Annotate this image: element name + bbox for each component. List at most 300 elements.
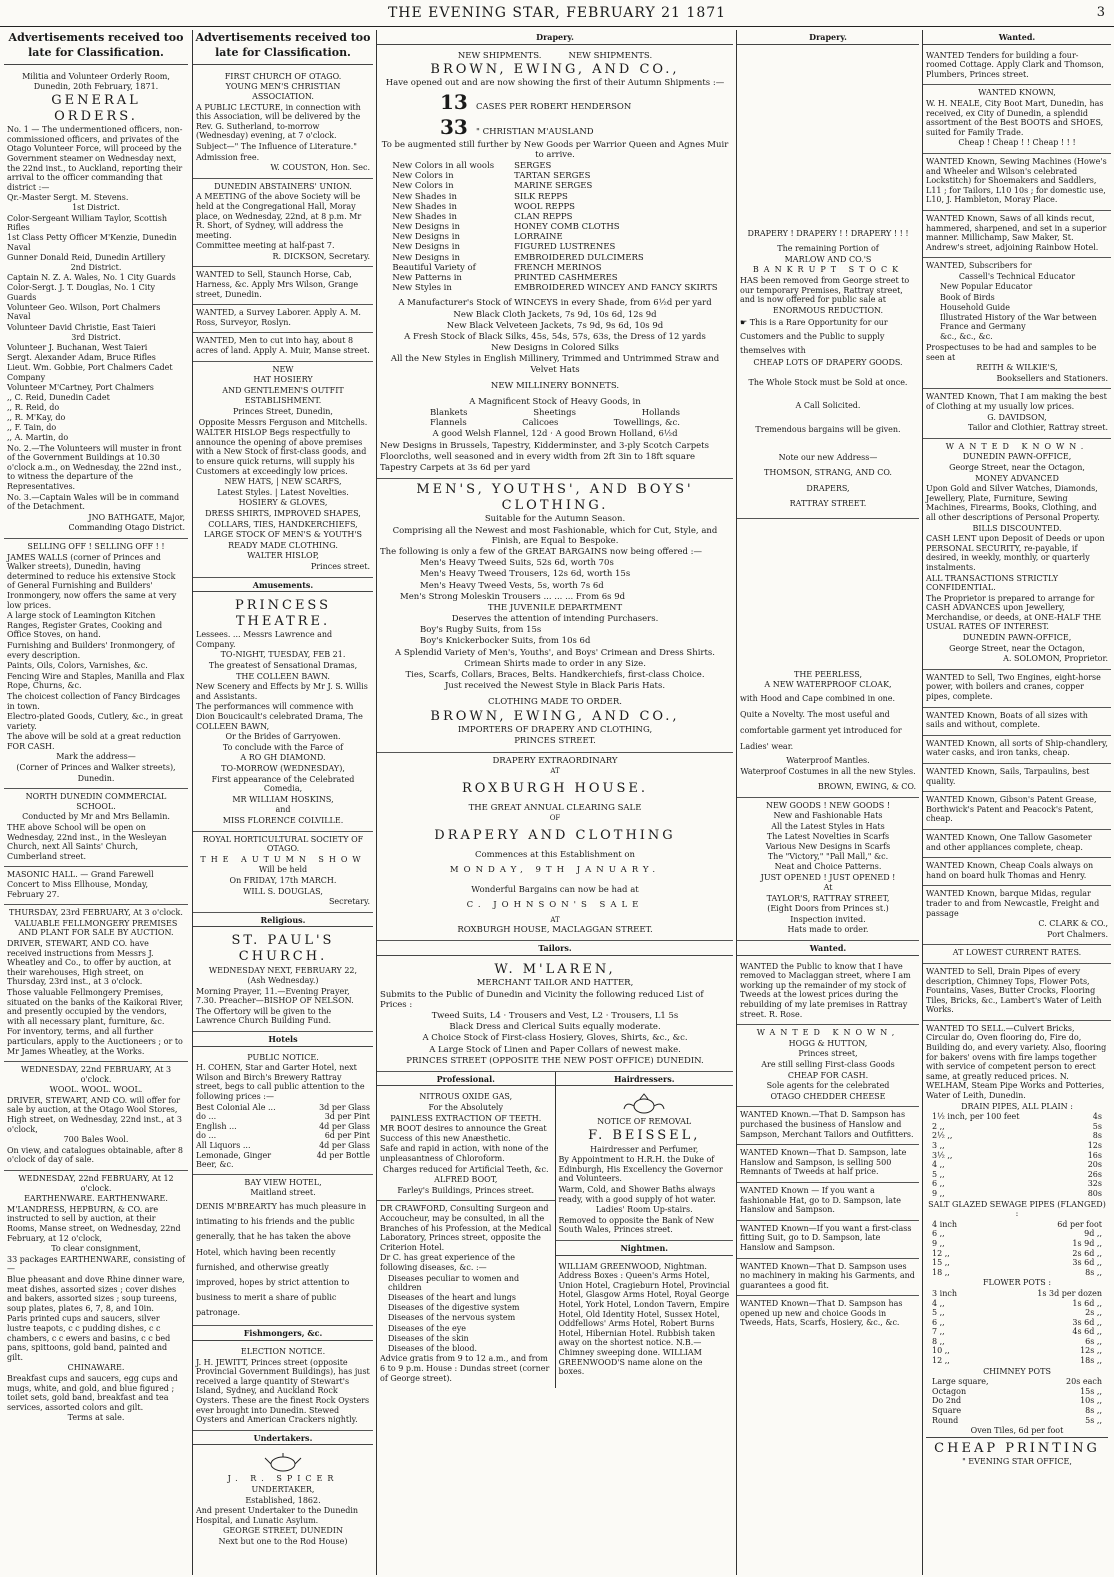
ad-line: A large stock of Leamington Kitchen Ranges, Register Grates, Cooking and Office Stoves, on hand. [7, 611, 163, 640]
wanted-laborer-ad [193, 305, 373, 333]
names-list [7, 193, 185, 442]
ad-signature: JNO BATHGATE, Major, [88, 512, 185, 522]
price-size: 4 ,, [932, 1298, 945, 1308]
price-size: 5 ,, [932, 1308, 945, 1318]
list-item: FIGURED LUSTRENES [514, 242, 616, 253]
ad-line: Opposite Messrs Ferguson and Mitchells. [198, 417, 368, 427]
ad-line: TO-NIGHT, TUESDAY, FEB 21. [220, 650, 346, 660]
ad-line: READY MADE CLOTHING. [228, 540, 338, 550]
price-value: 1s 3d per dozen [1037, 1288, 1102, 1298]
ad-signature: BROWN, EWING, & CO. [817, 782, 916, 792]
ad-signature: REITH & WILKIE'S, [976, 363, 1058, 373]
ad-title: AT LOWEST CURRENT RATES. [952, 948, 1082, 958]
list-item: Diseases peculiar to women and children [388, 1273, 520, 1293]
price-value: 4s 6d ,, [1072, 1327, 1102, 1337]
ad-line: Prospectuses to be had and samples to be seen at [926, 343, 1097, 362]
price-size: 1½ inch, per 100 feet [932, 1112, 1020, 1122]
ad-line: Next but one to the Rod House) [218, 1536, 348, 1546]
ad-line: DUNEDIN PAWN-OFFICE, [962, 633, 1072, 643]
ad-line: WEDNESDAY NEXT, FEBRUARY 22, [208, 965, 358, 975]
ad-line: A Splendid Variety of Men's, Youths', and Boys' Crimean and Dress Shirts. [395, 647, 715, 658]
ad-line: A RO GH DIAMOND. [240, 753, 326, 763]
ad-title: WANTED KNOWN, [978, 88, 1056, 98]
ad-title: SALT GLAZED SEWAGE PIPES (FLANGED) : [928, 1199, 1106, 1219]
ad-line: New Designs in Brussels, Tapestry, Kidderminster, and 3-ply Scotch Carpets [380, 440, 709, 451]
ad-title: THE JUVENILE DEPARTMENT [487, 602, 623, 613]
wanted-horse-ad [193, 267, 373, 305]
chimney-price-table [926, 1377, 1108, 1425]
ad-signature: WALTER HISLOP, [247, 551, 319, 561]
ad-line: (Corner of Princes and Walker streets), [16, 763, 176, 773]
price-size: Square [932, 1406, 962, 1416]
list-item: Diseases of the nervous system [388, 1313, 516, 1323]
list-item: Beautiful Variety of [392, 262, 476, 273]
ad-body: WANTED Known—That D. Sampson uses no machinery in making his Garments, and guarantees a good fit. [740, 1261, 915, 1290]
pawn-office-ad [923, 439, 1111, 670]
ad-line: BILLS DISCOUNTED. [972, 523, 1062, 533]
ad-signature: WILL S. DOUGLAS, [243, 886, 323, 896]
ad-body: W. H. NEALE, City Boot Mart, Dunedin, has received, ex City of Dunedin, a splendid assortment of the Best BOOTS and SHOES, suited for Family Trade. [926, 98, 1104, 137]
list-item: Household Guide [940, 302, 1010, 312]
list-item: ,, F. Tain, do [7, 422, 57, 432]
diseases-list [380, 1274, 552, 1354]
list-item: Book of Birds [940, 292, 995, 302]
ad-line [380, 51, 730, 61]
list-item: Lieut. Wm. Gobbie, Port Chalmers Cadet Company [7, 362, 173, 382]
ad-line: Cheap ! Cheap ! ! Cheap ! ! ! [958, 138, 1076, 148]
ad-line: Booksellers and Stationers. [996, 373, 1108, 383]
colors-list [380, 161, 730, 293]
ad-line: Furnishing and Builders' Ironmongery, of every description. [7, 640, 175, 660]
shipment-count: 13 [440, 89, 468, 114]
drain-pipes-ad [923, 964, 1111, 1021]
price-row [926, 1229, 1108, 1239]
list-item: ,, A. Martin, do [7, 433, 69, 443]
price-row [926, 1141, 1108, 1151]
ad-body: No. 2.—The Volunteers will muster in front of the Government Buildings at 10.30 o'clock a.m., on Wednesday, the 22nd inst., to witness the departure of the Representatives. [7, 443, 182, 492]
ad-line: ROXBURGH HOUSE, MACLAGGAN STREET. [457, 925, 653, 936]
hairdressers-col [556, 1072, 734, 1388]
ad-line: Have opened out and are now showing the first of their Autumn Shipments :— [385, 78, 725, 89]
ad-line: Deserves the attention of intending Purchasers. [451, 614, 659, 625]
price-value: 4d per Bottle [316, 1150, 370, 1160]
list-item: Diseases of the blood. [388, 1343, 478, 1353]
ad-body: ☛ This is a Rare Opportunity for our Customers and the Public to supply themselves with [740, 318, 888, 355]
list-item: PRINTED CASHMERES [514, 273, 618, 283]
ad-line: ESTABLISHMENT. [244, 396, 322, 406]
ad-line: Are still selling First-class Goods [761, 1060, 895, 1069]
price-value: 8s ,, [1085, 1267, 1102, 1277]
price-value: 1s 9d ,, [1072, 1238, 1102, 1248]
ad-line: HOSIERY & GLOVES, [238, 498, 328, 508]
list-item: 1st District. [72, 203, 120, 213]
shipment-text: " CHRISTIAN M'AUSLAND [475, 126, 594, 137]
ad-body: WANTED, Subscribers for [926, 261, 1032, 271]
price-size: 9 ,, [932, 1238, 945, 1248]
school-ad [4, 789, 188, 867]
ad-line: Lessees. ... Messrs Lawrence and Company. [196, 630, 333, 649]
list-item: New Designs in [392, 232, 460, 243]
ad-body: H. COHEN, Star and Garter Hotel, next Wilson and Birch's Brewery Rattray street, begs to call public attention to the following prices :— [196, 1063, 365, 1102]
ad-line: NEW SHIPMENTS. [457, 50, 542, 61]
sampson-ad-1 [737, 1107, 919, 1145]
ad-line: AT [550, 915, 560, 924]
price-value: 2s ,, [1085, 1308, 1102, 1318]
ad-line: Men's Heavy Tweed Vests, 5s, worth 7s 6d [420, 580, 604, 591]
list-item: Volunteer M'Cartney, Port Chalmers [7, 382, 154, 392]
price-value: 3d per Pint [324, 1112, 370, 1122]
crest-icon [263, 1452, 303, 1472]
price-value: 18s ,, [1080, 1356, 1102, 1366]
ad-line: To conclude with the Farce of [222, 742, 344, 752]
list-item: New Colors in [392, 171, 454, 182]
ad-title: CHEAP PRINTING [926, 1437, 1108, 1457]
sails-ad [923, 764, 1111, 792]
list-item: Volunteer J. Buchanan, West Taieri [7, 342, 148, 352]
price-value: 4d per Glass [319, 1121, 370, 1131]
ad-line: Established, 1862. [245, 1495, 321, 1505]
ad-line: MERCHANT TAILOR AND HATTER, [476, 978, 634, 989]
ad-body: JAMES WALLS (corner of Princes and Walker streets), Dunedin, having determined to reduce his extensive Stock of General Furnishing and Builders' Ironmongery, now offers the same at very low prices. [7, 552, 177, 610]
ad-line: PRINCES STREET. [514, 736, 596, 747]
ad-line: FIRST CHURCH OF OTAGO. [224, 71, 342, 81]
earthenware-ad [4, 1171, 188, 1428]
list-item: Diseases of the heart and lungs [388, 1293, 516, 1303]
ad-line: ENORMOUS REDUCTION. [772, 305, 884, 315]
ad-body: WANTED Known—That D. Sampson has opened up new and choice Goods in Tweeds, Hats, Scarfs, Hosiery, &c., &c. [740, 1299, 903, 1328]
ad-title: BAY VIEW HOTEL, [244, 1177, 322, 1187]
ad-line: UNDERTAKER, [251, 1485, 315, 1494]
ad-line: A Magnificent Stock of Heavy Goods, in [469, 396, 641, 407]
ad-line: Charges reduced for Artificial Teeth, &c. [382, 1164, 549, 1174]
ad-title: CHINAWARE. [67, 1363, 125, 1373]
ad-line: THE AUTUMN SHOW [200, 854, 366, 864]
ad-title: FLOWER POTS : [982, 1278, 1052, 1288]
ad-line: DUNEDIN PAWN-OFFICE, [962, 452, 1072, 462]
ad-line: TAYLOR'S, RATTRAY STREET, [766, 893, 890, 903]
price-size: 12 ,, [932, 1248, 950, 1258]
price-value: 12s ,, [1080, 1346, 1102, 1356]
list-item: Volunteer David Christie, East Taieri [7, 322, 156, 332]
ad-title: PUBLIC NOTICE. [247, 1052, 319, 1062]
hogg-hutton-ad [737, 1025, 919, 1107]
ad-body: WANTED to Sell, Two Engines, eight-horse power, with boilers and cranes, copper pipes, complete. [926, 672, 1101, 702]
section-heading-undertakers: Undertakers. [193, 1433, 373, 1446]
ad-line: Black Dress and Clerical Suits equally moderate. [449, 1022, 661, 1033]
ad-title: DUNEDIN ABSTAINERS' UNION. [214, 181, 352, 191]
price-row [926, 1122, 1108, 1132]
ad-line: Comprising all the Newest and most Fashionable, which for Cut, Style, and Finish, are Equal to Bespoke. [392, 525, 718, 546]
ad-line: For the Absolutely [428, 1103, 503, 1113]
ad-line: DRESS SHIRTS, IMPROVED SHAPES, [205, 508, 361, 518]
ad-line: MONEY ADVANCED [975, 473, 1059, 483]
sampson-ad-2 [737, 1145, 919, 1183]
price-item: Lemonade, Ginger Beer, &c. [196, 1150, 272, 1170]
barque-ad [923, 886, 1111, 945]
flower-price-table [926, 1289, 1108, 1366]
ad-body: WANTED the Public to know that I have removed to Maclaggan street, where I am working up the remainder of my stock of Tweeds at the lowest prices during the rebuilding of my late premises in Rattray street. R. Rose. [740, 961, 911, 1019]
ad-line: CHEAP FOR CASH. [787, 1070, 869, 1080]
ad-line: Men's Heavy Tweed Trousers, 12s 6d, worth 15s [420, 569, 631, 580]
ad-line: Suitable for the Autumn Season. [484, 514, 626, 525]
ad-line: RATTRAY STREET. [789, 499, 867, 509]
ad-body: The Proprietor is prepared to arrange for CASH ADVANCES upon Jewellery, Merchandise, or deeds, at ONE-HALF THE USUAL RATES OF INTEREST. [926, 593, 1102, 632]
price-value: 4s [1092, 1112, 1102, 1122]
ad-line: Princes Street, Dunedin, [233, 407, 333, 416]
ad-line: The greatest of Sensational Dramas, [208, 661, 358, 671]
spicer-ad [193, 1448, 373, 1551]
peerless-ad [737, 519, 919, 798]
ad-line: New Black Velveteen Jackets, 7s 9d, 9s 6d, 10s 9d [446, 320, 664, 331]
ad-title: NORTH DUNEDIN COMMERCIAL SCHOOL. [25, 792, 167, 811]
sampson-ad-3 [737, 1183, 919, 1221]
section-heading-drapery: Drapery. [737, 32, 919, 45]
price-row [926, 1131, 1108, 1141]
ad-line: and [275, 805, 291, 815]
column-5 [922, 30, 1111, 1575]
masonic-ad [4, 867, 188, 905]
ad-line: New Scenery and Effects by Mr J. S. Willis and Assistants. [196, 682, 368, 701]
goods-item: Hollands [641, 408, 680, 419]
theatre-ad [193, 595, 373, 831]
list-item: FRENCH MERINOS [514, 262, 602, 273]
price-row [196, 1151, 370, 1170]
list-item: ,, R. Reid, do [7, 402, 60, 412]
ad-line: To clear consignment, [51, 1244, 141, 1254]
ad-title: NEW GOODS ! NEW GOODS ! [765, 800, 891, 810]
clothing-ad [377, 479, 733, 752]
goods-row [380, 408, 730, 418]
price-row [926, 1387, 1108, 1397]
ad-line: Ties, Scarfs, Collars, Braces, Belts. Handkerchiefs, first-class Choice. [405, 670, 705, 680]
cassell-ad [923, 258, 1111, 389]
list-item: TARTAN SERGES [514, 171, 591, 182]
list-item: New Shades in [392, 191, 457, 202]
section-heading-religious: Religious. [193, 915, 373, 928]
ad-line: Tremendous bargains will be given. [755, 424, 901, 434]
ad-line: Dr C. has great experience of the following diseases, &c. :— [380, 1253, 516, 1272]
list-item: New Shades in [392, 211, 457, 222]
selling-off-ad [4, 539, 188, 789]
fellmongery-ad [4, 905, 188, 1062]
price-value: 26s [1087, 1169, 1102, 1179]
list-item: Neat and Choice Patterns. [774, 861, 882, 871]
list-item: ,, R. M'Kay, do [7, 412, 66, 422]
ad-body: WANTED, Men to cut into hay, about 8 acres of land. Apply A. Muir, Manse street. [196, 336, 370, 356]
mlaren-ad [377, 959, 733, 1072]
ad-body: No. 1 — The undermentioned officers, non-commissioned officers, and privates of the Otago Volunteer Force, will proceed by the Government steamer on Wednesday next, the 22nd inst., to Auckland, reporting their arrival to the officer commanding that district :— [7, 125, 183, 192]
list-item: ,, C. Reid, Dunedin Cadet [7, 392, 110, 402]
price-row [926, 1220, 1108, 1230]
ad-line: Or the Brides of Garryowen. [225, 732, 341, 742]
ad-line: Admission free. [196, 152, 260, 162]
ad-body: WANTED Known, all sorts of Ship-chandlery, water casks, and iron tanks, cheap. [926, 738, 1108, 758]
ad-title: YOUNG MEN'S CHRISTIAN ASSOCIATION. [225, 82, 341, 101]
ad-line: Dunedin, 20th February, 1871. [33, 82, 159, 92]
ad-line: PRINCES STREET (OPPOSITE THE NEW POST OFFICE) DUNEDIN. [406, 1055, 704, 1066]
ad-title: ELECTION NOTICE. [240, 1347, 326, 1357]
price-row [926, 1318, 1108, 1328]
ad-line: OTAGO CHEDDER CHEESE [770, 1091, 886, 1101]
ad-line: The Offertory will be given to the Lawrence Church Building Fund. [196, 1006, 332, 1026]
list-item: 3rd District. [71, 332, 121, 342]
ad-body: WANTED to Sell, Drain Pipes of every description, Chimney Tops, Flower Pots, Fountains, Vases, Butter Crocks, Flooring Tiles, Bricks, &c., Lambert's Water of Leith Works. [926, 966, 1102, 1015]
column-header: Advertisements received too late for Classification. [193, 30, 373, 65]
ad-signature: C. CLARK & CO., [1038, 919, 1108, 929]
column-header: Advertisements received too late for Classification. [4, 30, 188, 65]
price-value: 80s [1087, 1188, 1102, 1198]
price-value: 15s ,, [1080, 1386, 1102, 1396]
list-item: Various New Designs in Scarfs [765, 841, 891, 851]
column-1 [4, 30, 188, 1575]
horticultural-ad [193, 832, 373, 913]
price-size: 15 ,, [932, 1258, 950, 1268]
ad-line: LARGE STOCK OF MEN'S & YOUTH'S [203, 530, 363, 540]
ad-body: with Hood and Cape combined in one. Quite a Novelty. The most useful and comfortable garment yet introduced for Ladies' wear. [740, 694, 902, 752]
ad-body: WANTED Known — If you want a fashionable Hat, go to D. Sampson, late Hanslow and Sampson. [740, 1185, 901, 1215]
list-item: New Colors in all wools [392, 160, 495, 171]
ad-body: M'LANDRESS, HEPBURN, & CO. are instructed to sell by auction, at their Rooms, Manse street, on Wednesday, 22nd February, at 12 o'clock, [7, 1204, 181, 1243]
list-item: LORRAINE [514, 232, 563, 243]
ad-line: Hats made to order. [787, 925, 869, 935]
list-item: Qr.-Master Sergt. M. Stevens. [7, 193, 129, 203]
ad-line: First appearance of the Celebrated Comedia, [211, 774, 355, 794]
ad-title: ST. PAUL'S CHURCH. [231, 933, 335, 964]
ad-body: DRIVER, STEWART, AND CO. will offer for sale by auction, at the Otago Wool Stores, High street, on Wednesday, 22nd inst., at 3 o'clock, [7, 1095, 182, 1134]
price-row [196, 1141, 370, 1151]
list-item: 2nd District. [70, 262, 122, 272]
ad-date: WEDNESDAY, 22nd FEBRUARY, At 12 o'clock. [18, 1174, 174, 1193]
ad-line: Princes street, [798, 1049, 858, 1059]
price-size: Do 2nd [932, 1396, 962, 1406]
ad-line: THE COLLEEN BAWN. [236, 671, 330, 681]
ad-line: Dunedin. [77, 773, 115, 783]
price-size: 2½ ,, [932, 1131, 953, 1141]
ad-title: MEN'S, YOUTHS', AND BOYS' CLOTHING. [416, 482, 694, 513]
ad-body: DRIVER, STEWART, AND CO. have received instructions from Messrs J. Wheatley and Co., to offer by auction, at their warehouses, High street, on Thursday, 23rd inst., at 3 o'clock. [7, 938, 172, 987]
price-value: 6d per foot [1057, 1219, 1102, 1229]
price-value: 9d ,, [1084, 1229, 1102, 1239]
ad-line: Latest Styles. | Latest Novelties. [217, 487, 349, 497]
ad-line: JUST OPENED ! JUST OPENED ! [760, 872, 896, 882]
new-goods-list [740, 811, 916, 871]
price-value: 5s ,, [1085, 1415, 1102, 1425]
price-value: 6s ,, [1085, 1336, 1102, 1346]
ad-line: Tailor and Clothier, Rattray street. [968, 423, 1108, 433]
price-item: English ... [196, 1121, 237, 1131]
ad-line: Sole agents for the celebrated [766, 1081, 890, 1091]
ad-line: The choicest collection of Fancy Birdcages in town. [7, 691, 181, 711]
ad-line: Inspection invited. [790, 914, 866, 924]
price-size: 3½ ,, [932, 1150, 953, 1160]
ad-title: DRAPERY ! DRAPERY ! ! DRAPERY ! ! ! [747, 228, 909, 238]
neale-ad [923, 85, 1111, 154]
ad-line: Committee meeting at half-past 7. [196, 241, 335, 251]
ad-line: Tweed Suits, L4 · Trousers and Vest, L2 · Trousers, L1 5s [431, 1010, 679, 1021]
current-rates-ad [923, 945, 1111, 964]
ad-line: MR WILLIAM HOSKINS, [232, 794, 334, 804]
list-item: Gunner Donald Reid, Dunedin Artillery [7, 252, 166, 262]
price-value: 8s [1092, 1131, 1102, 1141]
ad-line: Port Chalmers. [1047, 929, 1108, 939]
section-heading-tailors: Tailors. [377, 943, 733, 956]
ad-body: WANTED to Sell, Staunch Horse, Cab, Harness, &c. Apply Mrs Wilson, Grange street, Dunedin. [196, 270, 359, 299]
general-orders-ad [4, 69, 188, 539]
list-item: All the Latest Styles in Hats [771, 821, 885, 831]
ad-title: ROYAL HORTICULTURAL SOCIETY OF OTAGO. [202, 834, 364, 854]
ad-body: WANTED Known, Boats of all sizes with sails and without, complete. [926, 710, 1088, 730]
ad-line: Terms at sale. [67, 1413, 125, 1423]
ad-body: Paris printed cups and saucers, silver lustre teapots, c c pudding dishes, c c chambers, c c ewers and basins, c c bed pans, spittoons, gold band, painted and gilt. [7, 1314, 171, 1362]
list-item: The Latest Novelties in Scarfs [766, 831, 890, 841]
section-heading-wanted: Wanted. [737, 943, 919, 956]
list-item: New Designs in [392, 242, 460, 253]
list-item: Captain N. Z. A. Wales, No. 1 City Guards [7, 273, 176, 283]
list-item: 1st Class Petty Officer M'Kenzie, Dunedin Naval [7, 233, 177, 252]
price-row [926, 1239, 1108, 1249]
price-size: 18 ,, [932, 1267, 950, 1277]
ad-line: AND GENTLEMEN'S OUTFIT [222, 385, 344, 395]
ad-line: A Call Solicited. [795, 401, 861, 411]
ad-body: WANTED, a Survey Laborer. Apply A. M. Ross, Surveyor, Roslyn. [196, 308, 361, 327]
ad-body: WANTED Known, Gibson's Patent Grease, Borthwick's Patent and Peacock's Patent, cheap. [926, 795, 1097, 824]
ad-line: All the New Styles in English Millinery, Trimmed and Untrimmed Straw and Velvet Hats [390, 354, 720, 375]
ad-title: W. M'LAREN, [494, 961, 616, 977]
masthead-title: THE EVENING STAR, FEBRUARY 21 1871 [387, 5, 727, 21]
list-item: Diseases of the digestive system [388, 1303, 520, 1313]
ad-line: Wonderful Bargains can now be had at [471, 885, 639, 896]
ad-body: No. 3.—Captain Wales will be in command of the Detachment. [7, 492, 180, 512]
goods-item: Calicoes [522, 418, 559, 429]
wanted-tenders-ad [923, 48, 1111, 86]
ad-line: COLLARS, TIES, HANDKERCHIEFS, [208, 519, 358, 529]
ad-line: Floorcloths, well seasoned and in every width from 2ft 3in to 18ft square [380, 451, 696, 462]
ad-line: F. BEISSEL, [588, 1128, 701, 1144]
column-4 [736, 30, 919, 1575]
masthead [0, 0, 1114, 27]
ad-body: WANTED TO SELL.—Culvert Bricks, Circular do, Oven flooring do, Fire do, Building do, and every variety. Also, flooring for bakers' ovens with fire lamps together with service of competent person to erect same, at greatly reduced prices. N. WELHAM, Steam Pipe Works and Potteries, Water of Leith, Dunedin. [926, 1023, 1107, 1101]
shipment-count: 33 [440, 114, 468, 139]
section-heading-nightmen: Nightmen. [556, 1243, 734, 1256]
ad-signature: W. COUSTON, Hon. Sec. [270, 163, 370, 173]
ad-title: GENERAL ORDERS. [51, 92, 141, 124]
list-item: New Shades in [392, 201, 457, 212]
price-size: 4 ,, [932, 1160, 945, 1170]
ad-body: WANTED Known, Cheap Coals always on hand on board hulk Thomas and Henry. [926, 861, 1094, 880]
ad-line: George Street, near the Octagon, [949, 643, 1085, 653]
ad-line: Princes street. [310, 561, 370, 571]
ad-line: Hairdresser and Perfumer, [590, 1144, 699, 1154]
ad-body: WANTED Tenders for building a four-roomed Cottage. Apply Clark and Thomson, Plumbers, Princes street. [926, 50, 1104, 79]
ad-title: WANTED KNOWN, [756, 1028, 900, 1038]
ad-body: MASONIC HALL. — Grand Farewell Concert to Miss Ellhouse, Monday, February 27. [7, 870, 154, 899]
list-item: New and Fashionable Hats [773, 811, 883, 821]
price-value: 3d per Glass [319, 1102, 370, 1112]
price-row [926, 1189, 1108, 1199]
ship-chandlery-ad [923, 736, 1111, 764]
ad-body: Breakfast cups and saucers, egg cups and mugs, white, and gold, and blue figured ; toilet sets, gold band, breakfast and tea services, assorted colors and gilt. [7, 1373, 178, 1412]
list-item: New Popular Educator [940, 282, 1033, 292]
ad-body: WALTER HISLOP Begs respectfully to announce the opening of above premises with a New Stock of first-class goods, and to ensure quick returns, will supply his Customers at exceedingly low prices. [196, 428, 367, 476]
books-list [926, 282, 1108, 342]
ad-signature: G. DAVIDSON, [987, 412, 1047, 422]
price-item: do ... [196, 1112, 217, 1122]
section-heading-fishmongers: Fishmongers, &c. [193, 1328, 373, 1341]
church-lecture-ad [193, 69, 373, 179]
ad-line: Secretary. [328, 897, 370, 907]
ad-body: Upon Gold and Silver Watches, Diamonds, Jewellery, Plate, Furniture, Sewing Machines, Firearms, Books, Clothing, and all other descriptions of Personal Property. [926, 484, 1100, 522]
list-item: CLAN REPPS [514, 211, 573, 222]
